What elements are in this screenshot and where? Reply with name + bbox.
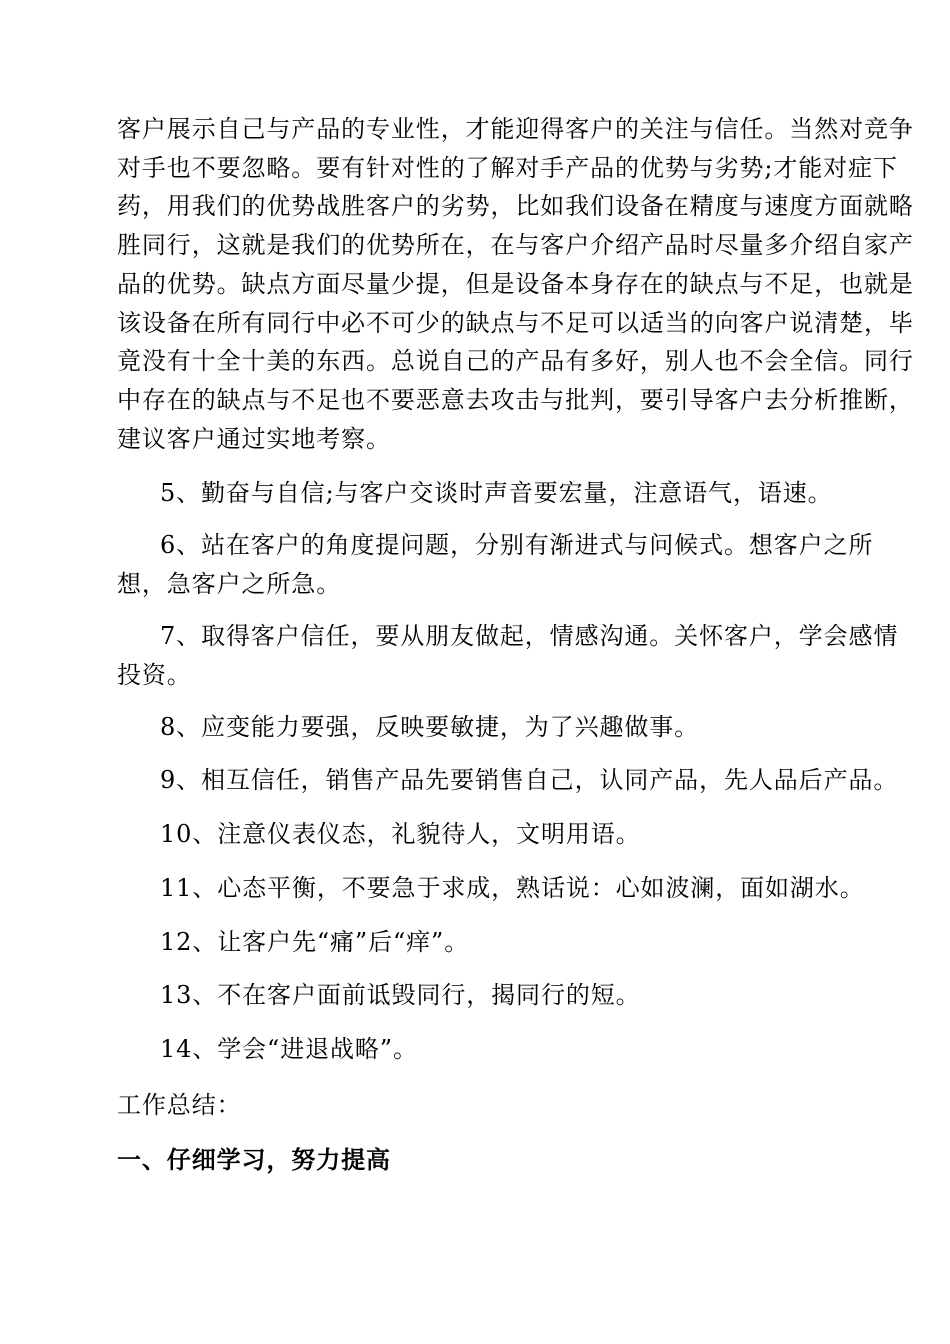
intro-line: 药，用我们的优势战胜客户的劣势，比如我们设备在精度与速度方面就略 bbox=[117, 192, 914, 221]
list-item-6 bbox=[117, 526, 874, 603]
intro-line: 对手也不要忽略。要有针对性的了解对手产品的优势与劣势;才能对症下 bbox=[117, 153, 898, 182]
list-item-5: 5、勤奋与自信;与客户交谈时声音要宏量，注意语气，语速。 bbox=[160, 479, 833, 507]
list-item-7 bbox=[117, 617, 899, 694]
intro-line: 客户展示自己与产品的专业性，才能迎得客户的关注与信任。当然对竞争 bbox=[117, 115, 914, 143]
intro-line: 竟没有十全十美的东西。总说自己的产品有多好，别人也不会全信。同行 bbox=[117, 347, 914, 376]
list-item-11: 11、心态平衡，不要急于求成，熟话说：心如波澜，面如湖水。 bbox=[160, 874, 865, 902]
intro-line: 胜同行，这就是我们的优势所在，在与客户介绍产品时尽量多介绍自家产 bbox=[117, 231, 914, 260]
list-item-7-line1: 7、取得客户信任，要从朋友做起，情感沟通。关怀客户，学会感情 bbox=[160, 622, 899, 650]
intro-line: 品的优势。缺点方面尽量少提，但是设备本身存在的缺点与不足，也就是 bbox=[117, 269, 914, 298]
list-item-9: 9、相互信任，销售产品先要销售自己，认同产品，先人品后产品。 bbox=[160, 766, 899, 794]
list-item-8: 8、应变能力要强，反映要敏捷，为了兴趣做事。 bbox=[160, 713, 700, 741]
list-item-7-line2: 投资。 bbox=[117, 660, 192, 689]
intro-line: 中存在的缺点与不足也不要恶意去攻击与批判，要引导客户去分析推断， bbox=[117, 385, 914, 414]
section-heading: 一、仔细学习，努力提高 bbox=[117, 1146, 391, 1174]
intro-line: 建议客户通过实地考察。 bbox=[117, 424, 391, 453]
list-item-14: 14、学会“进退战略”。 bbox=[160, 1035, 418, 1063]
list-item-6-line2: 想，急客户之所急。 bbox=[117, 569, 342, 598]
list-item-10: 10、注意仪表仪态，礼貌待人，文明用语。 bbox=[160, 820, 641, 848]
list-item-12: 12、让客户先“痛”后“痒”。 bbox=[160, 928, 470, 956]
summary-label: 工作总结： bbox=[117, 1091, 242, 1119]
list-item-13: 13、不在客户面前诋毁同行，揭同行的短。 bbox=[160, 981, 641, 1009]
list-item-6-line1: 6、站在客户的角度提问题，分别有渐进式与问候式。想客户之所 bbox=[160, 531, 874, 559]
intro-line: 该设备在所有同行中必不可少的缺点与不足可以适当的向客户说清楚，毕 bbox=[117, 308, 914, 337]
intro-paragraph bbox=[117, 110, 914, 458]
